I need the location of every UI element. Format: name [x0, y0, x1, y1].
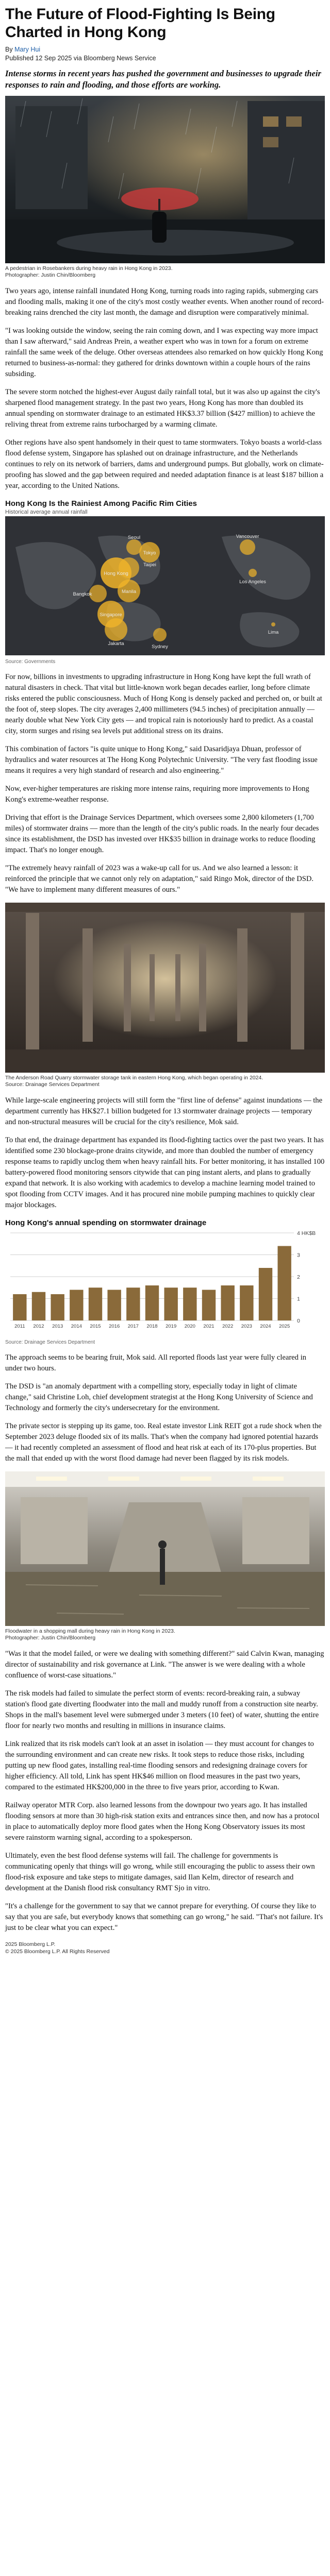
- headline: The Future of Flood-Fighting Is Being Charted in Hong Kong: [5, 6, 275, 41]
- paragraph: The risk models had failed to simulate the perfect storm of events: record-breaking rain, a subway station's flood gate diverting floodwater into the mall and muddy runoff from a construction site nearby. Shops in the mall's basement level were submerged under 3 meters (10 feet) of water, shutting the entire floor for nearly two months and resulting in millions in insurance claims.: [5, 1689, 319, 1730]
- map-label-hong-kong: Hong Kong: [104, 571, 128, 577]
- map-label-bangkok: Bangkok: [73, 591, 92, 597]
- map-label-vancouver: Vancouver: [236, 534, 259, 539]
- paragraph: Ultimately, even the best flood defense systems will fail. The challenge for governments is communicating openly that things will go wrong, while still encouraging the public to assess their own flood-risk exposure and take steps to mitigate damages, said Ilan Kelm, director of research and development at the Danish flood risk consultancy RMT Sjo in vitro.: [5, 1852, 315, 1892]
- map-label-manila: Manila: [122, 589, 136, 595]
- photo-storage-tank-caption: The Anderson Road Quarry stormwater storage tank in eastern Hong Kong, which began operating in 2024. Source: Drainage Services Department: [5, 1075, 263, 1088]
- byline: [5, 45, 325, 63]
- footer-line-2: © 2025 Bloomberg L.P. All Rights Reserved: [5, 1948, 110, 1955]
- paragraph: The private sector is stepping up its game, too. Real estate investor Link REIT got a rude shock when the September 2023 deluge flooded six of its malls. That's when the company had ignored potential hazards — it had recently completed an assessment of flood and heat risk at each of its 170-plus properties. But the mall that ended up with the worst flood damage had never been flagged by its risk models.: [5, 1422, 322, 1463]
- photo-flooded-mall: [5, 1471, 325, 1626]
- paragraph: The severe storm notched the highest-ever August daily rainfall total, but it was also up against the city's sharpened flood management strategy. In the past two years, Hong Kong has more than doubled its annual spending on stormwater drainage to an estimated HK$3.37 billion ($427 million) to achieve the reliving threat from extreme rains turbocharged by a warming climate.: [5, 388, 320, 429]
- footer-line-1: 2025 Bloomberg L.P.: [5, 1941, 56, 1947]
- y-tick-label: 1: [297, 1296, 300, 1302]
- map-label-singapore: Singapore: [100, 612, 122, 618]
- x-tick-label: 2024: [260, 1324, 271, 1329]
- y-tick-label: 0: [297, 1318, 300, 1324]
- x-tick-label: 2022: [222, 1324, 234, 1329]
- rainfall-bubble-sydney: [153, 628, 167, 641]
- paragraph: "It's a challenge for the government to say that we cannot prepare for everything. Of course they like to say that you are safe, but everybody knows that something can go wrong," he said. "That's not failure. It's just to be clear what you can expect.": [5, 1902, 323, 1932]
- rainfall-chart-source: Source: Governments: [5, 659, 56, 665]
- spending-bar: [240, 1285, 253, 1320]
- paragraph: The approach seems to be bearing fruit, Mok said. All reported floods last year were fully cleared in under two hours.: [5, 1353, 306, 1372]
- photo-rain-street-caption: A pedestrian in Rosebankers during heavy rain in Hong Kong in 2023. Photographer: Justin Chin/Bloomberg: [5, 265, 173, 278]
- byline-prefix: By: [5, 46, 15, 53]
- map-label-taipei: Taipei: [143, 562, 156, 568]
- x-tick-label: 2016: [109, 1324, 120, 1329]
- spending-bar: [145, 1285, 159, 1320]
- spending-bar: [107, 1290, 121, 1321]
- photo-storage-tank: [5, 903, 325, 1073]
- spending-bar: [51, 1294, 64, 1320]
- x-tick-label: 2019: [166, 1324, 177, 1329]
- paragraph: To that end, the drainage department has expanded its flood-fighting tactics over the past two years. It has identified some 230 blockage-prone drains citywide, and more than doubled the number of emergency response teams to rapidly unclog them when heavy rainfall hits. For better monitoring, it has installed 100 battery-powered flood monitoring sensors citywide that can ping instant alerts, and plans to gradually expand that network. It is also working with academics to develop a machine learning model trained to spot flooding from CCTV images. And it has procured nine mobile pumping machines to quickly clear major blockages.: [5, 1136, 325, 1209]
- rainfall-chart-title: Hong Kong Is the Rainiest Among Pacific Rim Cities: [5, 499, 197, 508]
- x-tick-label: 2018: [146, 1324, 158, 1329]
- map-label-jakarta: Jakarta: [108, 641, 124, 647]
- paragraph: This combination of factors "is quite unique to Hong Kong," said Dasaridjaya Dhuan, professor of hydraulics and water resources at The Hong Kong Polytechnic University. "The very fast flooding issue means it requires a very high standard of research and also engineering.": [5, 745, 318, 775]
- spending-bar: [32, 1292, 45, 1320]
- x-tick-label: 2014: [71, 1324, 82, 1329]
- photo-rain-street-image: [5, 96, 325, 263]
- x-tick-label: 2017: [127, 1324, 139, 1329]
- spending-bar: [164, 1287, 177, 1320]
- paragraph: The DSD is "an anomaly department with a compelling story, especially today in light of climate change," said Christine Loh, chief development strategist at the Hong Kong University of Science and Technology and formerly the city's undersecretary for the environment.: [5, 1382, 313, 1412]
- rainfall-bubble-jakarta: [105, 618, 127, 641]
- author-link[interactable]: Mary Hui: [14, 46, 41, 53]
- x-tick-label: 2025: [279, 1324, 290, 1329]
- rainfall-bubble-vancouver: [240, 539, 255, 555]
- paragraph: Now, ever-higher temperatures are risking more intense rains, requiring more improvements to Hong Kong's extreme-weather response.: [5, 785, 309, 804]
- map-label-los-angeles: Los Angeles: [239, 579, 266, 585]
- photo-rain-street: [5, 96, 325, 263]
- y-tick-label: 2: [297, 1274, 300, 1280]
- spending-bar: [13, 1294, 26, 1320]
- x-tick-label: 2021: [203, 1324, 214, 1329]
- spending-chart: [5, 1218, 325, 1345]
- footer: [5, 1941, 325, 1955]
- x-tick-label: 2023: [241, 1324, 252, 1329]
- rainfall-bubble-seoul: [126, 539, 142, 555]
- map-label-seoul: Seoul: [127, 535, 141, 540]
- paragraph: Other regions have also spent handsomely in their quest to tame stormwaters. Tokyo boasts a world-class flood defense system, Singapore has splashed out on drainage infrastructure, and the Netherlands continues to rely on its network of barriers, dams and underground pumps. But globally, work on climate-proofing has slowed and the gap between required and needed adaptation finance is at least $187 billion a year, according to the United Nations.: [5, 438, 324, 490]
- photo-storage-tank-image: [5, 903, 325, 1073]
- spending-bar: [89, 1287, 102, 1320]
- dek: Intense storms in recent years has pushed the government and businesses to upgrade their responses to rain and flooding, and those efforts are working.: [5, 69, 321, 90]
- x-tick-label: 2013: [52, 1324, 63, 1329]
- map-label-lima: Lima: [268, 630, 279, 635]
- rainfall-bubble-lima: [271, 622, 275, 626]
- article: [5, 5, 325, 1955]
- y-tick-label: 4 HK$B: [297, 1230, 316, 1236]
- x-tick-label: 2020: [184, 1324, 195, 1329]
- x-tick-label: 2011: [14, 1324, 25, 1329]
- photo-flooded-mall-image: [5, 1471, 325, 1626]
- paragraph: "I was looking outside the window, seeing the rain coming down, and I was expecting way more impact than I saw afterward," said Andreas Prein, a weather expert who was in town for a forum on extreme rainfall the same week of the deluge. Other overseas attendees also remarked on how quickly Hong Kong returned to business-as-normal: they gathered for drinks downtown within a couple hours of the rains subsiding.: [5, 327, 323, 378]
- spending-bar: [277, 1246, 291, 1321]
- rainfall-map-chart: [5, 499, 325, 665]
- spending-bar: [183, 1287, 196, 1320]
- x-tick-label: 2012: [33, 1324, 44, 1329]
- paragraph: Two years ago, intense rainfall inundated Hong Kong, turning roads into raging rapids, submerging cars and flooding malls, making it one of the city's most costly weather events. When another round of record-breaking rains drenched the city last month, the damage and disruption were comparatively minimal.: [5, 287, 324, 317]
- spending-chart-source: Source: Drainage Services Department: [5, 1340, 95, 1345]
- paragraph: While large-scale engineering projects will still form the "first line of defense" against inundations — the department currently has HK$27.1 billion budgeted for 13 stormwater drainage projects — temporary and non-structural measures will be crucial for the city's resilience, Mok said.: [5, 1096, 323, 1126]
- paragraph: Railway operator MTR Corp. also learned lessons from the downpour two years ago. It has installed flooding sensors at more than 30 high-risk station exits and entrances since then, and now has a protocol in place to automatically deploy more flood gates when the Hong Kong Observatory issues its most severe rainstorm warning signal, according to a spokesperson.: [5, 1801, 320, 1842]
- spending-bar: [70, 1290, 83, 1321]
- paragraph: Link realized that its risk models can't look at an asset in isolation — they must account for changes to the surrounding environment and can create new risks. It took steps to reduce those risks, including putting up new flood gates, installing real-time flooding sensors and redesigning drainage covers for higher efficiency. All told, Link has spent HK$46 million on flood measures in the past two years, compared to the estimated HK$200,000 in the three to five years prior, according to Kwan.: [5, 1740, 314, 1791]
- spending-bar: [202, 1290, 216, 1321]
- paragraph: Driving that effort is the Drainage Services Department, which oversees some 2,800 kilometers (1,700 miles) of stormwater drains — more than the length of the city's public roads. In the nearly four decades since its establishment, the DSD has invested over HK$35 billion in drainage works to reduce flooding impact. That's no longer enough.: [5, 814, 319, 854]
- paragraph: "Was it that the model failed, or were we dealing with something different?" said Calvin Kwan, managing director of sustainability and risk governance at Link. "The answer is we were dealing with a whole confluence of worst-case situations.": [5, 1650, 324, 1680]
- rainfall-bubble-los-angeles: [249, 569, 257, 577]
- spending-bar: [221, 1285, 234, 1320]
- spending-bar: [126, 1287, 140, 1320]
- map-label-tokyo: Tokyo: [143, 550, 156, 556]
- map-label-sydney: Sydney: [152, 644, 168, 650]
- spending-bar: [259, 1268, 272, 1320]
- spending-bar-chart: [5, 1228, 325, 1336]
- paragraph: For now, billions in investments to upgrading infrastructure in Hong Kong have kept the full wrath of natural disasters in check. That vital but little-known work began decades earlier, long before climate risks entered the public consciousness. Much of Hong Kong is densely packed and perched on, or built at the foot of, steep slopes. The city averages 2,400 millimeters (94.5 inches) of precipitation annually — nearly double what New York City gets — and tropical rain is notoriously hard to predict. As a coastal city, storm surges and rising sea levels put additional stress on its drains.: [5, 673, 322, 735]
- y-tick-label: 3: [297, 1252, 300, 1259]
- photo-flooded-mall-caption: Floodwater in a shopping mall during heavy rain in Hong Kong in 2023. Photographer: Justin Chin/Bloomberg: [5, 1628, 175, 1641]
- paragraph: "The extremely heavy rainfall of 2023 was a wake-up call for us. And we also learned a lesson: it reinforced the principle that we cannot only rely on adaptation," said Ringo Mok, director of the DSD. "We have to implement many different measures of ours.": [5, 864, 314, 894]
- published-date: Published 12 Sep 2025 via Bloomberg News Service: [5, 55, 156, 62]
- spending-chart-title: Hong Kong's annual spending on stormwater drainage: [5, 1218, 207, 1227]
- rainfall-chart-subtitle: Historical average annual rainfall: [5, 509, 88, 515]
- x-tick-label: 2015: [90, 1324, 101, 1329]
- rainfall-map: [5, 516, 325, 655]
